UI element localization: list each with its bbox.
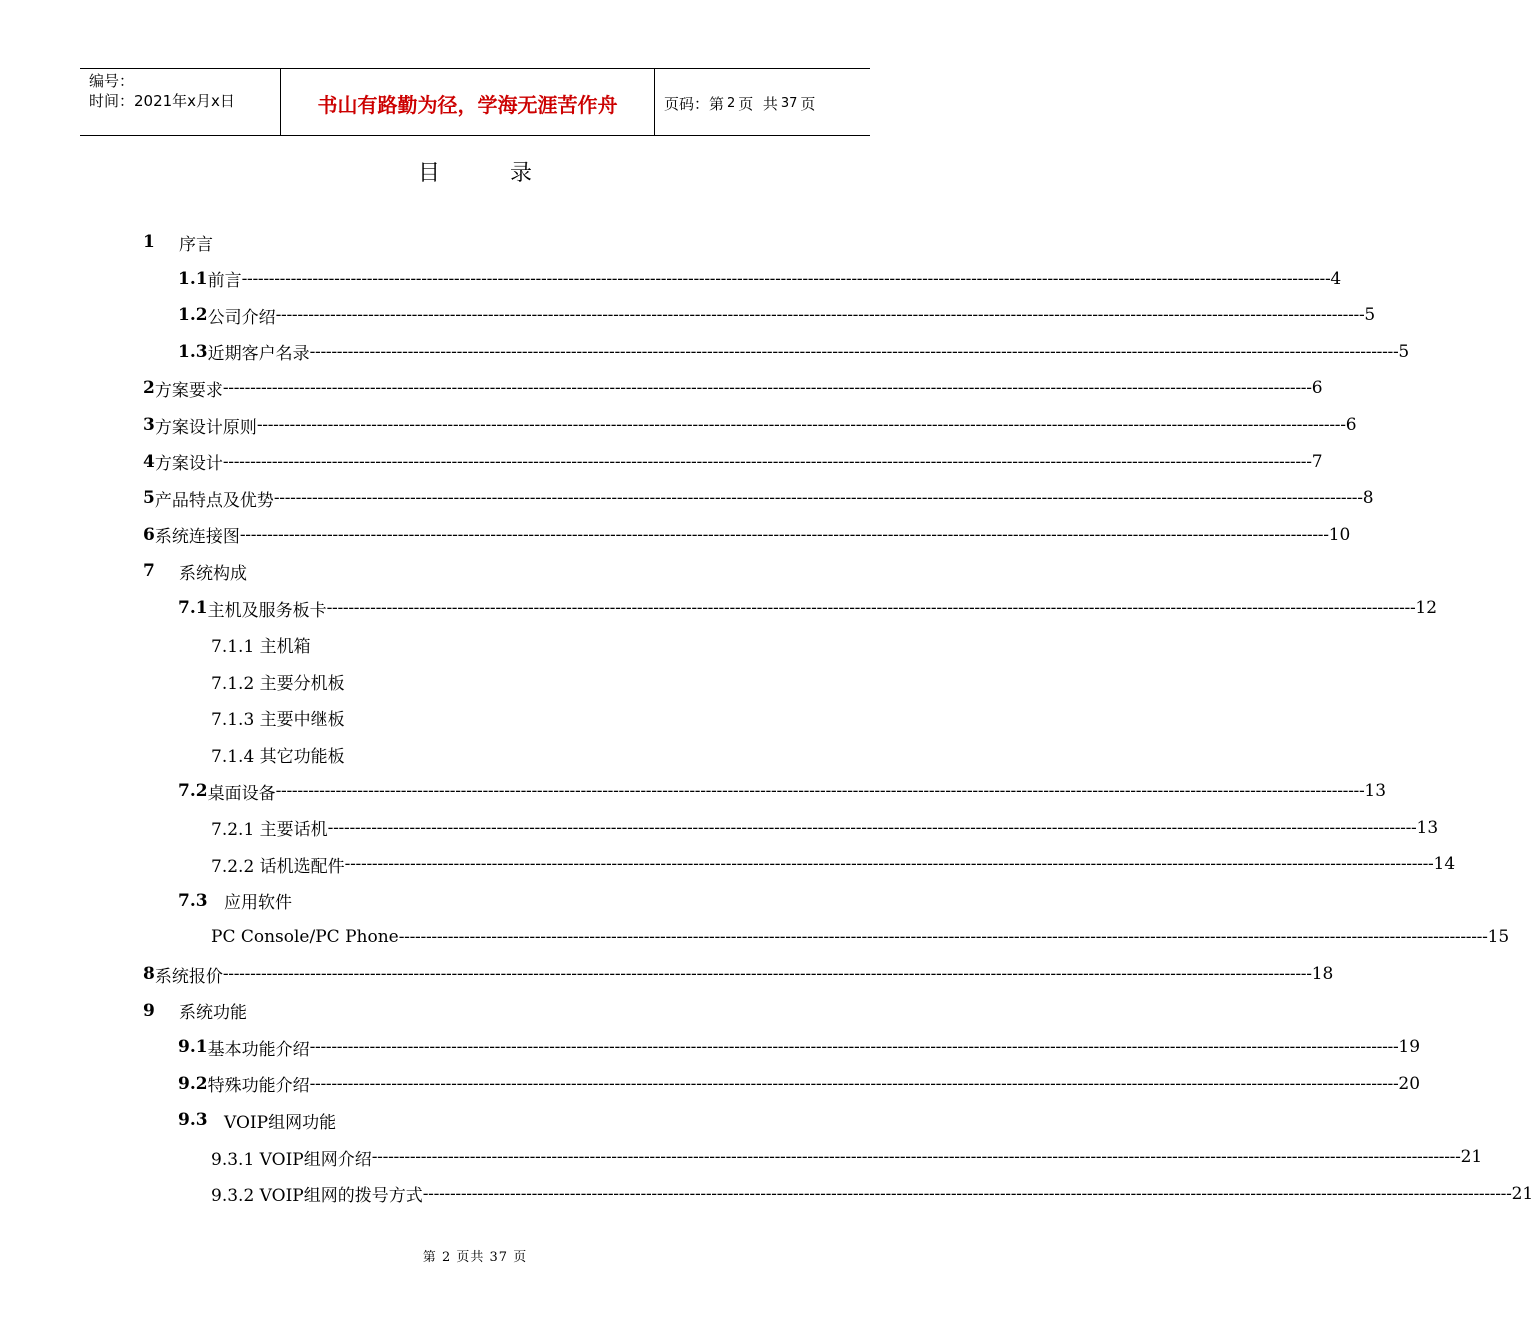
toc-entry[interactable] [178, 297, 1376, 333]
toc-entry-number: 8 [143, 964, 155, 984]
toc-leader-dashes: -------------------------------------------------------------------------------------------------------------------------------------------------------------------------------------------------------- [344, 854, 1434, 875]
toc-entry[interactable] [211, 736, 345, 772]
toc-entry-page: 13 [1364, 781, 1387, 801]
toc-entry-title: 7.2.1 主要话机 [211, 820, 328, 841]
toc-entry[interactable] [143, 480, 1374, 516]
toc-leader-dashes: -------------------------------------------------------------------------------------------------------------------------------------------------------------------------------------------------------- [222, 451, 1312, 472]
toc-entry[interactable] [143, 956, 1334, 992]
toc-entry-title: 方案设计 [154, 454, 223, 475]
toc-entry[interactable] [178, 261, 1342, 297]
footer-total: 37 [489, 1250, 509, 1265]
toc-leader-dashes: -------------------------------------------------------------------------------------------------------------------------------------------------------------------------------------------------------- [327, 817, 1417, 838]
toc-entry-page: 21 [1460, 1147, 1483, 1167]
toc-entry-number: 7.3 [178, 890, 208, 911]
toc-entry-title: 7.2.2 话机选配件 [211, 856, 345, 877]
toc-entry[interactable] [143, 517, 1351, 553]
toc-entry-page: 10 [1328, 524, 1351, 545]
toc-entry-title: 系统功能 [179, 1003, 247, 1024]
toc-entry[interactable] [143, 224, 213, 260]
toc-entry[interactable] [178, 1066, 1421, 1102]
page-mid: 页 共 [738, 94, 778, 113]
toc-entry[interactable] [211, 627, 311, 663]
toc-entry-page: 20 [1398, 1073, 1421, 1094]
toc-entry-title: 公司介绍 [207, 307, 276, 328]
toc-entry-page: 13 [1416, 817, 1439, 838]
toc-entry-page: 19 [1398, 1037, 1421, 1058]
footer-current: 2 [441, 1250, 452, 1265]
toc-entry-number: 4 [143, 451, 155, 472]
toc-entry-page: 15 [1487, 927, 1510, 948]
toc-entry-number: 1 [143, 232, 155, 252]
toc-entry[interactable] [211, 663, 345, 699]
toc-entry-number: 3 [143, 415, 155, 435]
toc-entry[interactable] [178, 883, 292, 919]
footer-suffix: 页 [513, 1250, 528, 1265]
header-motto: 书山有路勤为径，学海无涯苦作舟 [281, 69, 655, 135]
toc-entry-title: 7.1.4 其它功能板 [211, 746, 345, 767]
toc-entry[interactable] [211, 1139, 1483, 1175]
toc-entry-title: 主机及服务板卡 [207, 600, 327, 621]
toc-entry-title: 近期客户名录 [207, 344, 310, 365]
toc-leader-dashes: -------------------------------------------------------------------------------------------------------------------------------------------------------------------------------------------------------- [222, 964, 1312, 984]
toc-entry-number: 1.1 [178, 268, 208, 289]
toc-entry[interactable] [143, 444, 1323, 480]
toc-entry-number: 9.3 [178, 1110, 208, 1131]
toc-entry[interactable] [211, 810, 1439, 846]
toc-entry[interactable] [211, 919, 1510, 955]
page-total: 37 [780, 95, 798, 111]
toc-entry-page: 7 [1311, 451, 1323, 472]
toc-entry[interactable] [143, 407, 1357, 443]
toc-entry-page: 18 [1311, 964, 1334, 984]
toc-leader-dashes: -------------------------------------------------------------------------------------------------------------------------------------------------------------------------------------------------------- [309, 341, 1399, 362]
toc-entry-title: 产品特点及优势 [154, 490, 274, 511]
toc-entry[interactable] [143, 553, 247, 589]
footer-prefix: 第 [422, 1250, 437, 1265]
toc-entry-page: 14 [1433, 854, 1456, 875]
toc-entry-page: 8 [1362, 488, 1374, 509]
toc-entry-number: 5 [143, 488, 155, 509]
toc-entry-title: 9.3.2 VOIP组网的拨号方式 [211, 1186, 423, 1207]
toc-entry-title: 前言 [207, 271, 242, 292]
toc-leader-dashes: -------------------------------------------------------------------------------------------------------------------------------------------------------------------------------------------------------- [275, 781, 1365, 801]
footer-mid: 页共 [456, 1250, 485, 1265]
toc-entry-page: 12 [1415, 598, 1438, 618]
toc-entry-title: 7.1.1 主机箱 [211, 637, 311, 658]
toc-entry-number: 6 [143, 524, 155, 545]
toc-entry-title: 序言 [179, 234, 213, 255]
toc-entry-page: 5 [1364, 305, 1376, 326]
toc-entry-page: 6 [1311, 378, 1323, 399]
toc-entry-title: 方案设计原则 [154, 417, 257, 438]
page-footer [0, 1246, 950, 1265]
toc-leader-dashes: -------------------------------------------------------------------------------------------------------------------------------------------------------------------------------------------------------- [241, 268, 1331, 289]
toc-leader-dashes: -------------------------------------------------------------------------------------------------------------------------------------------------------------------------------------------------------- [398, 927, 1488, 948]
toc-entry[interactable] [211, 700, 345, 736]
toc-entry[interactable] [178, 1102, 336, 1138]
toc-entry[interactable] [211, 1176, 1533, 1212]
toc-entry[interactable] [143, 993, 247, 1029]
toc-entry-title: 系统连接图 [154, 527, 240, 548]
toc-entry[interactable] [211, 846, 1456, 882]
toc-entry[interactable] [178, 590, 1438, 626]
toc-entry-title: 方案要求 [154, 380, 223, 401]
toc-entry-title: 系统构成 [179, 563, 247, 584]
toc-entry-number: 7.2 [178, 781, 208, 801]
toc-leader-dashes: -------------------------------------------------------------------------------------------------------------------------------------------------------------------------------------------------------- [422, 1183, 1512, 1204]
toc-entry-title: 应用软件 [224, 893, 292, 914]
toc-leader-dashes: -------------------------------------------------------------------------------------------------------------------------------------------------------------------------------------------------------- [371, 1147, 1461, 1167]
header-page-info [655, 69, 870, 135]
toc-entry-number: 2 [143, 378, 155, 399]
toc-entry-page: 21 [1511, 1183, 1533, 1204]
toc-entry[interactable] [178, 334, 1410, 370]
page-prefix: 页码：第 [664, 94, 725, 113]
toc-leader-dashes: -------------------------------------------------------------------------------------------------------------------------------------------------------------------------------------------------------- [309, 1037, 1399, 1058]
toc-entry-title: 基本功能介绍 [207, 1039, 310, 1060]
header-meta [80, 69, 281, 135]
code-label: 编号： [89, 72, 135, 90]
toc-entry-title: 系统报价 [154, 966, 223, 987]
toc-entry-number: 9 [143, 1000, 155, 1021]
toc-entry-number: 7.1 [178, 598, 208, 618]
toc-entry-number: 7 [143, 561, 155, 582]
page-current: 2 [727, 95, 736, 111]
toc-entry-page: 5 [1398, 341, 1410, 362]
toc-entry[interactable] [178, 773, 1387, 809]
toc-title: 目录 [417, 161, 602, 186]
toc-entry[interactable] [178, 1029, 1421, 1065]
toc-entry-page: 4 [1330, 268, 1342, 289]
toc-entry-number: 1.3 [178, 341, 208, 362]
toc-entry-title: 7.1.3 主要中继板 [211, 710, 345, 731]
toc-entry-page: 6 [1345, 415, 1357, 435]
toc-entry[interactable] [143, 370, 1323, 406]
time-label: 时间：2021年x月x日 [89, 92, 235, 110]
toc-leader-dashes: -------------------------------------------------------------------------------------------------------------------------------------------------------------------------------------------------------- [273, 488, 1363, 509]
toc-leader-dashes: -------------------------------------------------------------------------------------------------------------------------------------------------------------------------------------------------------- [222, 378, 1312, 399]
toc-leader-dashes: -------------------------------------------------------------------------------------------------------------------------------------------------------------------------------------------------------- [326, 598, 1416, 618]
toc-entry-title: VOIP组网功能 [224, 1112, 337, 1133]
page-header [80, 68, 870, 136]
toc-entry-title: 9.3.1 VOIP组网介绍 [211, 1149, 372, 1170]
toc-entry-number: 1.2 [178, 305, 208, 326]
toc-entry-number: 9.1 [178, 1037, 208, 1058]
toc-entry-title: 特殊功能介绍 [207, 1076, 310, 1097]
page-suffix: 页 [800, 94, 816, 113]
toc-entry-title: 桌面设备 [207, 783, 276, 804]
toc-leader-dashes: -------------------------------------------------------------------------------------------------------------------------------------------------------------------------------------------------------- [239, 524, 1329, 545]
toc-leader-dashes: -------------------------------------------------------------------------------------------------------------------------------------------------------------------------------------------------------- [309, 1073, 1399, 1094]
toc-leader-dashes: -------------------------------------------------------------------------------------------------------------------------------------------------------------------------------------------------------- [275, 305, 1365, 326]
toc-entry-title: PC Console/PC Phone [211, 927, 399, 948]
toc-entry-number: 9.2 [178, 1073, 208, 1094]
toc-entry-title: 7.1.2 主要分机板 [211, 673, 345, 694]
toc-leader-dashes: -------------------------------------------------------------------------------------------------------------------------------------------------------------------------------------------------------- [256, 415, 1346, 435]
